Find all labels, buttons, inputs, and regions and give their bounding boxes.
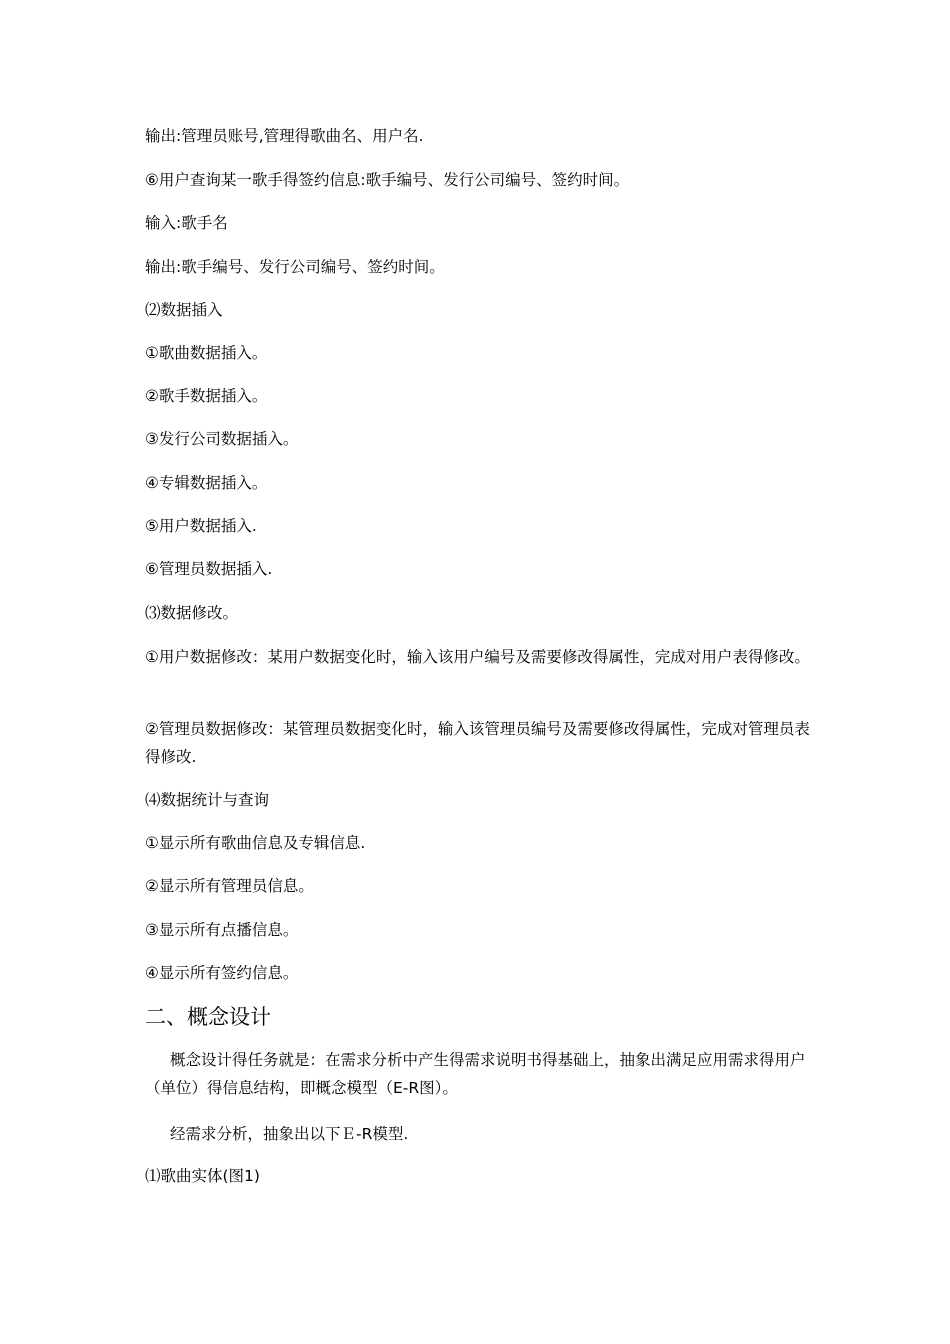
text-line: ④显示所有签约信息。 <box>145 964 299 982</box>
section-heading: 二、概念设计 <box>145 1005 271 1029</box>
subsection-title: ⑶数据修改。 <box>145 604 239 622</box>
text-paragraph: ②管理员数据修改：某管理员数据变化时，输入该管理员编号及需要修改得属性，完成对管理员表得修改. <box>145 720 810 766</box>
text-line: ⑥用户查询某一歌手得签约信息:歌手编号、发行公司编号、签约时间。 <box>145 171 630 189</box>
text-line: ①歌曲数据插入。 <box>145 344 268 362</box>
text-paragraph: ①用户数据修改：某用户数据变化时，输入该用户编号及需要修改得属性，完成对用户表得修改。 <box>145 648 810 666</box>
text-line: ④专辑数据插入。 <box>145 474 268 492</box>
text-line: 输出:管理员账号,管理得歌曲名、用户名. <box>145 127 424 145</box>
subsection-title: ⑷数据统计与查询 <box>145 791 270 809</box>
text-line: ⑥管理员数据插入. <box>145 560 273 578</box>
text-paragraph: 概念设计得任务就是：在需求分析中产生得需求说明书得基础上，抽象出满足应用需求得用户（单位）得信息结构，即概念模型（E-R图）。 <box>145 1051 806 1097</box>
text-line: ①显示所有歌曲信息及专辑信息. <box>145 834 366 852</box>
text-line: 输入:歌手名 <box>145 214 228 232</box>
text-line: ③显示所有点播信息。 <box>145 921 299 939</box>
text-line: ②歌手数据插入。 <box>145 387 268 405</box>
text-line: ⑤用户数据插入. <box>145 517 257 535</box>
text-paragraph: 经需求分析，抽象出以下Ｅ-R模型. <box>170 1125 409 1143</box>
subsection-title: ⑴歌曲实体(图1) <box>145 1167 260 1185</box>
text-line: ③发行公司数据插入。 <box>145 430 299 448</box>
text-line: 输出:歌手编号、发行公司编号、签约时间。 <box>145 258 445 276</box>
text-line: ②显示所有管理员信息。 <box>145 877 314 895</box>
subsection-title: ⑵数据插入 <box>145 301 223 319</box>
